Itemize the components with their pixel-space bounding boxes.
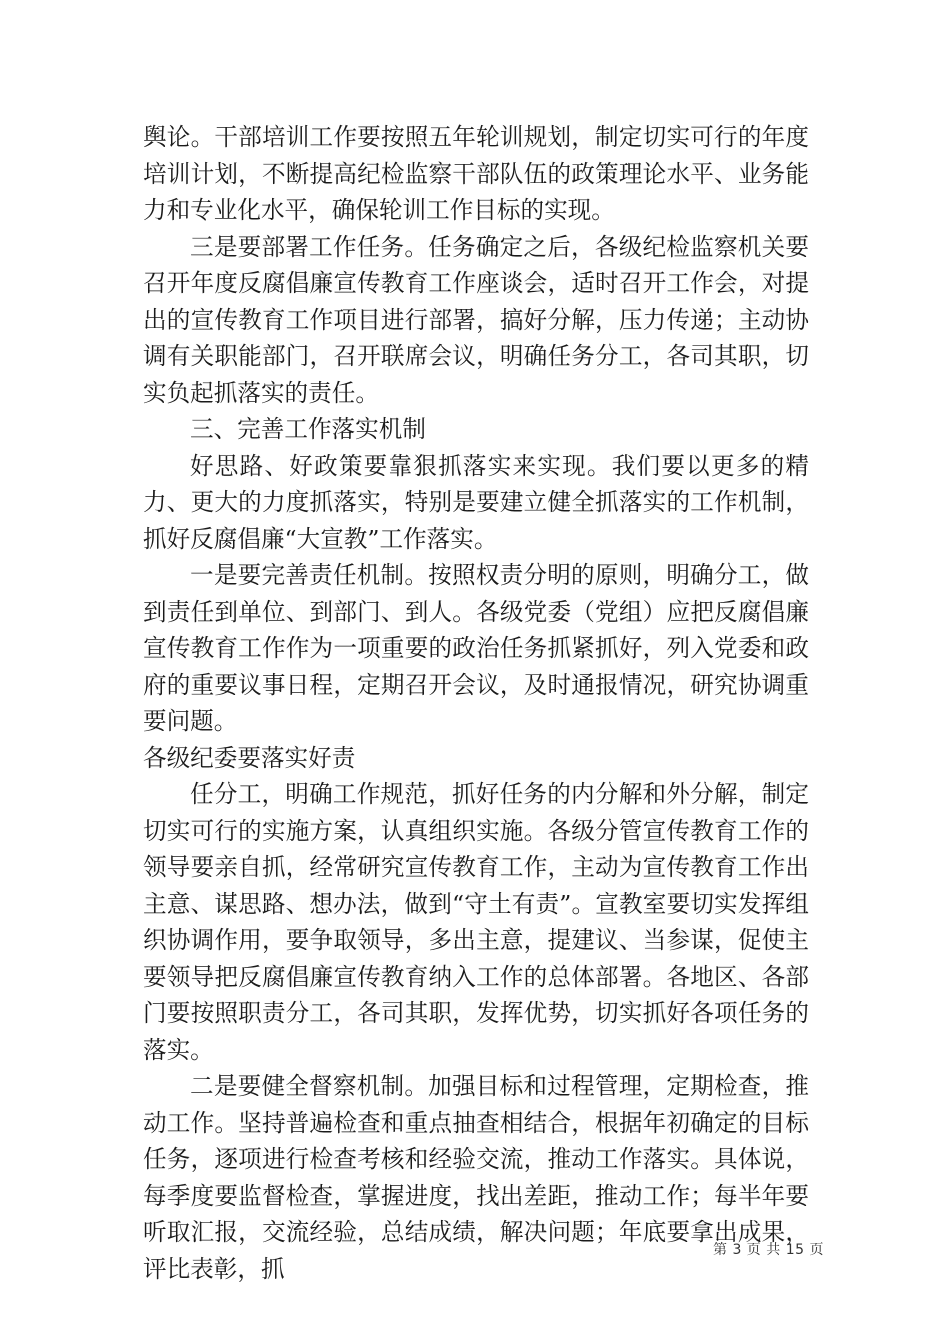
section-heading: 三、完善工作落实机制 bbox=[190, 415, 426, 443]
paragraph-2: 三是要部署工作任务。任务确定之后，各级纪检监察机关要召开年度反腐倡廉宣传教育工作座谈会，适时召开工作会，对提出的宣传教育工作项目进行部署，搞好分解，压力传递；主动协调有关职能部门，召开联席会议，明确任务分工，各司其职，切实负起抓落实的责任。 bbox=[143, 232, 809, 407]
document-body bbox=[143, 119, 809, 1287]
paragraph-5: 各级纪委要落实好责 bbox=[143, 743, 356, 772]
paragraph-4: 一是要完善责任机制。按照权责分明的原则，明确分工，做到责任到单位、到部门、到人。各级党委（党组）应把反腐倡廉宣传教育工作作为一项重要的政治任务抓紧抓好，列入党委和政府的重要议事日程，定期召开会议，及时通报情况，研究协调重要问题。 bbox=[143, 561, 809, 735]
paragraph-6: 任分工，明确工作规范，抓好任务的内分解和外分解，制定切实可行的实施方案，认真组织实施。各级分管宣传教育工作的领导要亲自抓，经常研究宣传教育工作，主动为宣传教育工作出主意、谋思路、想办法，做到“守土有责”。宣教室要切实发挥组织协调作用，要争取领导，多出主意，提建议、当参谋，促使主要领导把反腐倡廉宣传教育纳入工作的总体部署。各地区、各部门要按照职责分工，各司其职，发挥优势，切实抓好各项任务的落实。 bbox=[143, 780, 809, 1064]
page-number: 第 3 页 共 15 页 bbox=[713, 1242, 824, 1258]
paragraph-1: 舆论。干部培训工作要按照五年轮训规划，制定切实可行的年度培训计划，不断提高纪检监察干部队伍的政策理论水平、业务能力和专业化水平，确保轮训工作目标的实现。 bbox=[143, 123, 809, 224]
paragraph-7: 二是要健全督察机制。加强目标和过程管理，定期检查，推动工作。坚持普遍检查和重点抽查相结合，根据年初确定的目标任务，逐项进行检查考核和经验交流，推动工作落实。具体说，每季度要监督检查，掌握进度，找出差距，推动工作；每半年要听取汇报，交流经验，总结成绩，解决问题；年底要拿出成果，评比表彰，抓 bbox=[143, 1072, 809, 1283]
paragraph-3: 好思路、好政策要靠狠抓落实来实现。我们要以更多的精力、更大的力度抓落实，特别是要建立健全抓落实的工作机制，抓好反腐倡廉“大宣教”工作落实。 bbox=[143, 451, 809, 553]
